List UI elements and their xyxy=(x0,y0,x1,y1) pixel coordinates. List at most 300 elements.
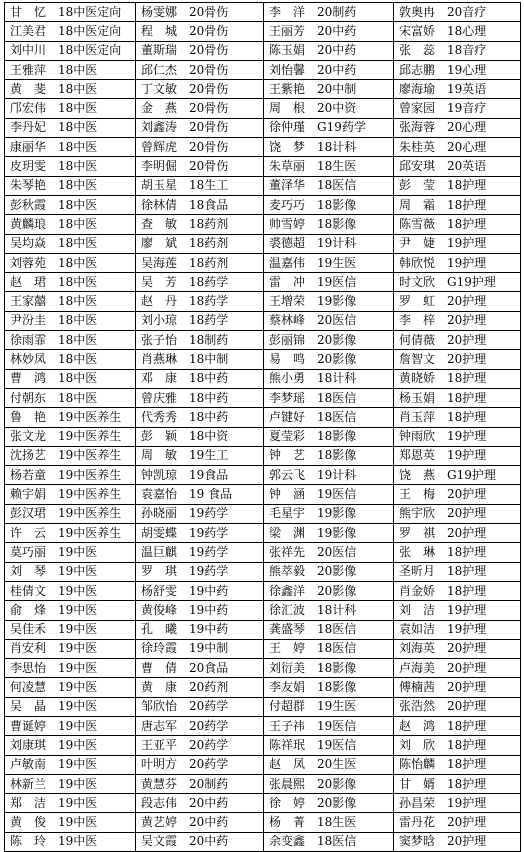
class-label: 19中医养生 xyxy=(58,467,122,482)
student-name: 雷 冲 xyxy=(269,274,306,289)
class-label: 18护理 xyxy=(447,583,487,598)
student-name: 李明倔 xyxy=(141,159,178,174)
class-label: 20中药 xyxy=(317,62,357,77)
roster-cell xyxy=(136,678,264,697)
class-label: 19中医 xyxy=(58,583,98,598)
class-label: 18中医 xyxy=(58,351,98,366)
roster-cell xyxy=(136,794,264,813)
class-label: 20药学 xyxy=(189,737,229,752)
student-name: 段志伟 xyxy=(141,795,178,810)
class-label: 18护理 xyxy=(447,564,487,579)
student-name: 黄俊峰 xyxy=(141,602,178,617)
student-name: 黄艺婷 xyxy=(141,815,178,830)
roster-cell xyxy=(394,388,521,407)
roster-cell xyxy=(5,369,136,388)
roster-cell xyxy=(136,195,264,214)
roster-cell xyxy=(5,716,136,735)
roster-cell xyxy=(394,736,521,755)
student-name: 陈祥珉 xyxy=(269,737,306,752)
student-name: 曹诞婷 xyxy=(10,718,47,733)
student-name: 王 梅 xyxy=(399,487,436,502)
roster-cell xyxy=(136,427,264,446)
roster-cell xyxy=(264,234,394,253)
table-row xyxy=(5,80,521,99)
roster-cell xyxy=(136,543,264,562)
roster-cell xyxy=(264,620,394,639)
student-name: 丁文敏 xyxy=(141,81,178,96)
student-name: 吴海莲 xyxy=(141,255,178,270)
roster-cell xyxy=(394,22,521,41)
class-label: 20护理 xyxy=(447,506,487,521)
class-label: 19中医 xyxy=(58,795,98,810)
class-label: 20骨伤 xyxy=(189,62,229,77)
class-label: 20骨伤 xyxy=(189,81,229,96)
roster-cell xyxy=(394,350,521,369)
class-label: 18中医 xyxy=(58,294,98,309)
student-name: 肖金娇 xyxy=(399,583,436,598)
student-name: 赵 丹 xyxy=(141,294,178,309)
class-label: 18影像 xyxy=(317,660,357,675)
roster-cell xyxy=(136,562,264,581)
student-name: 帅雪婷 xyxy=(269,216,306,231)
class-label: 18影像 xyxy=(317,429,357,444)
student-name: 张 琳 xyxy=(399,544,436,559)
student-name: 钟凯琼 xyxy=(141,467,178,482)
class-label: 18中医 xyxy=(58,332,98,347)
roster-cell xyxy=(264,697,394,716)
roster-cell xyxy=(136,369,264,388)
student-name: 周 敏 xyxy=(141,448,178,463)
student-name: 代秀秀 xyxy=(141,409,178,424)
student-name: 温嘉伟 xyxy=(269,255,306,270)
student-name: 赵 珺 xyxy=(10,274,47,289)
class-label: 19中医 xyxy=(58,564,98,579)
student-name: 彭汉珺 xyxy=(10,506,47,521)
table-row xyxy=(5,22,521,41)
student-name: 肖安利 xyxy=(10,641,47,656)
class-label: 20中药 xyxy=(189,795,229,810)
roster-cell xyxy=(394,620,521,639)
student-name: 卢海美 xyxy=(399,660,436,675)
class-label: 19医信 xyxy=(317,274,357,289)
roster-cell xyxy=(264,485,394,504)
class-label: 19中医养生 xyxy=(58,429,122,444)
student-name: 孙昌荣 xyxy=(399,795,436,810)
roster-cell xyxy=(5,601,136,620)
roster-cell xyxy=(394,292,521,311)
student-name: 皮玥雯 xyxy=(10,159,47,174)
roster-cell xyxy=(5,41,136,60)
table-row xyxy=(5,331,521,350)
roster-cell xyxy=(136,138,264,157)
class-label: 18中资 xyxy=(189,429,229,444)
student-name: 李丹妃 xyxy=(10,120,47,135)
class-label: 20骨伤 xyxy=(189,159,229,174)
class-label: 20生医 xyxy=(317,757,357,772)
student-name: 俞 烽 xyxy=(10,602,47,617)
roster-cell xyxy=(5,755,136,774)
roster-cell xyxy=(264,659,394,678)
student-name: 麦巧巧 xyxy=(269,197,306,212)
roster-cell xyxy=(136,504,264,523)
table-row xyxy=(5,755,521,774)
roster-cell xyxy=(394,80,521,99)
student-name: 许 云 xyxy=(10,525,47,540)
roster-cell xyxy=(136,80,264,99)
roster-cell xyxy=(394,408,521,427)
table-row xyxy=(5,659,521,678)
roster-cell xyxy=(264,794,394,813)
student-name: 陈玉娟 xyxy=(269,43,306,58)
student-name: 张 蕊 xyxy=(399,43,436,58)
student-name: 曾家园 xyxy=(399,101,436,116)
student-name: 圣昕月 xyxy=(399,564,436,579)
student-name: 窦梦晗 xyxy=(399,834,436,849)
student-name: 康丽华 xyxy=(10,139,47,154)
student-name: 饶 梦 xyxy=(269,139,306,154)
student-name: 尹汾圭 xyxy=(10,313,47,328)
roster-cell xyxy=(264,774,394,793)
class-label: 20药剂 xyxy=(189,680,229,695)
table-row xyxy=(5,504,521,523)
student-name: 熊宇欣 xyxy=(399,506,436,521)
table-row xyxy=(5,697,521,716)
student-name: 袁如洁 xyxy=(399,622,436,637)
class-label: 19药学 xyxy=(189,544,229,559)
roster-cell xyxy=(5,659,136,678)
roster-cell xyxy=(136,659,264,678)
student-name: 蔡林峰 xyxy=(269,313,306,328)
student-name: 付朝东 xyxy=(10,390,47,405)
roster-cell xyxy=(136,234,264,253)
roster-cell xyxy=(264,195,394,214)
roster-cell xyxy=(264,311,394,330)
class-label: 19生工 xyxy=(189,448,229,463)
class-label: 18护理 xyxy=(447,737,487,752)
roster-cell xyxy=(136,813,264,832)
class-label: 20护理 xyxy=(447,332,487,347)
roster-cell xyxy=(394,794,521,813)
roster-cell xyxy=(394,234,521,253)
class-label: 19护理 xyxy=(447,448,487,463)
class-label: 18计科 xyxy=(317,602,357,617)
class-label: 18中医 xyxy=(58,236,98,251)
student-name: 沈扬艺 xyxy=(10,448,47,463)
class-label: 18中医 xyxy=(58,159,98,174)
class-label: 20影像 xyxy=(317,776,357,791)
class-label: 19中药 xyxy=(189,602,229,617)
class-label: 18药剂 xyxy=(189,255,229,270)
class-label: 20音疗 xyxy=(447,4,487,19)
student-name: 何倩薇 xyxy=(399,332,436,347)
student-name: 吴均焱 xyxy=(10,236,47,251)
class-label: 19中制 xyxy=(189,641,229,656)
roster-cell xyxy=(264,408,394,427)
roster-cell xyxy=(136,60,264,79)
roster-cell xyxy=(136,485,264,504)
student-name: 王 婷 xyxy=(269,641,306,656)
student-name: 朱桂英 xyxy=(399,139,436,154)
roster-cell xyxy=(136,253,264,272)
class-label: 18护理 xyxy=(447,718,487,733)
student-name: 甘 忆 xyxy=(10,4,47,19)
roster-cell xyxy=(5,195,136,214)
class-label: 19中医 xyxy=(58,680,98,695)
student-name: 黄晓娇 xyxy=(399,371,436,386)
class-label: 18护理 xyxy=(447,776,487,791)
student-name: 刘海英 xyxy=(399,641,436,656)
table-row xyxy=(5,581,521,600)
student-name: 宋富娇 xyxy=(399,23,436,38)
table-row xyxy=(5,427,521,446)
class-label: 18中医 xyxy=(58,101,98,116)
roster-cell xyxy=(136,22,264,41)
class-label: 18中医 xyxy=(58,139,98,154)
student-name: 赵 凤 xyxy=(269,757,306,772)
class-label: 19中医养生 xyxy=(58,448,122,463)
student-name: 李梦瑶 xyxy=(269,390,306,405)
roster-cell xyxy=(264,60,394,79)
class-label: G19护理 xyxy=(447,274,496,289)
student-name: 徐 婷 xyxy=(269,795,306,810)
class-label: 20护理 xyxy=(447,525,487,540)
roster-cell xyxy=(394,215,521,234)
student-name: 黄 康 xyxy=(141,680,178,695)
student-name: 徐玲霞 xyxy=(141,641,178,656)
roster-cell xyxy=(264,543,394,562)
table-row xyxy=(5,138,521,157)
class-label: 19中医 xyxy=(58,737,98,752)
roster-cell xyxy=(136,350,264,369)
roster-cell xyxy=(5,176,136,195)
roster-cell xyxy=(264,331,394,350)
roster-cell xyxy=(264,466,394,485)
table-row xyxy=(5,716,521,735)
table-row xyxy=(5,446,521,465)
class-label: 18中医 xyxy=(58,216,98,231)
student-name: 尹 婕 xyxy=(399,236,436,251)
table-row xyxy=(5,524,521,543)
roster-cell xyxy=(394,3,521,22)
class-label: 19医信 xyxy=(317,737,357,752)
roster-cell xyxy=(394,176,521,195)
student-name: 李友娟 xyxy=(269,680,306,695)
roster-cell xyxy=(394,311,521,330)
class-label: 18中医定向 xyxy=(58,43,122,58)
student-name: 王家囍 xyxy=(10,294,47,309)
class-label: 19中医 xyxy=(58,834,98,849)
class-label: 18影像 xyxy=(317,680,357,695)
class-label: 20中药 xyxy=(189,834,229,849)
class-label: 18医信 xyxy=(317,409,357,424)
class-label: 19英语 xyxy=(447,81,487,96)
student-name: 钟 涵 xyxy=(269,487,306,502)
roster-cell xyxy=(264,427,394,446)
student-name: 刘 欣 xyxy=(399,737,436,752)
student-name: 邱仁杰 xyxy=(141,62,178,77)
student-name: 徐雨霏 xyxy=(10,332,47,347)
class-label: 20制药 xyxy=(317,4,357,19)
student-name: 王亚平 xyxy=(141,737,178,752)
roster-cell xyxy=(5,273,136,292)
roster-cell xyxy=(394,118,521,137)
roster-body xyxy=(5,3,521,852)
student-name: 曾庆雅 xyxy=(141,390,178,405)
student-name: 黄 斐 xyxy=(10,81,47,96)
roster-cell xyxy=(394,99,521,118)
class-label: 18药学 xyxy=(189,313,229,328)
roster-cell xyxy=(394,581,521,600)
student-name: 邱安琪 xyxy=(399,159,436,174)
roster-cell xyxy=(5,524,136,543)
roster-cell xyxy=(264,716,394,735)
roster-cell xyxy=(394,601,521,620)
roster-cell xyxy=(5,504,136,523)
roster-cell xyxy=(136,466,264,485)
student-name: 吴佳禾 xyxy=(10,622,47,637)
class-label: 19护理 xyxy=(447,622,487,637)
roster-cell xyxy=(136,3,264,22)
student-name: 温巨麒 xyxy=(141,544,178,559)
student-name: 刘衍美 xyxy=(269,660,306,675)
roster-cell xyxy=(5,292,136,311)
student-name: 刘小琼 xyxy=(141,313,178,328)
class-label: 18医信 xyxy=(317,622,357,637)
roster-cell xyxy=(136,524,264,543)
table-row xyxy=(5,774,521,793)
student-name: 卢敏南 xyxy=(10,757,47,772)
student-name: 曹 倩 xyxy=(141,660,178,675)
roster-cell xyxy=(394,60,521,79)
table-row xyxy=(5,273,521,292)
student-name: 甘 婿 xyxy=(399,776,436,791)
student-name: 张文龙 xyxy=(10,429,47,444)
roster-cell xyxy=(394,716,521,735)
roster-cell xyxy=(394,639,521,658)
roster-cell xyxy=(5,774,136,793)
class-label: 19中医 xyxy=(58,718,98,733)
roster-cell xyxy=(394,562,521,581)
roster-cell xyxy=(5,466,136,485)
roster-cell xyxy=(5,427,136,446)
student-name: 唐志军 xyxy=(141,718,178,733)
roster-cell xyxy=(5,234,136,253)
roster-cell xyxy=(136,736,264,755)
roster-cell xyxy=(394,504,521,523)
table-row xyxy=(5,601,521,620)
table-row xyxy=(5,253,521,272)
roster-cell xyxy=(136,176,264,195)
class-label: 20医信 xyxy=(317,313,357,328)
student-name: 梁 渊 xyxy=(269,525,306,540)
roster-cell xyxy=(264,118,394,137)
roster-cell xyxy=(264,41,394,60)
roster-cell xyxy=(394,755,521,774)
class-label: 20药学 xyxy=(189,718,229,733)
class-label: 18生医 xyxy=(317,815,357,830)
roster-cell xyxy=(394,466,521,485)
table-row xyxy=(5,311,521,330)
roster-cell xyxy=(5,736,136,755)
student-name: 赵 鸿 xyxy=(399,718,436,733)
class-label: 18生工 xyxy=(189,178,229,193)
class-label: 19中医养生 xyxy=(58,409,122,424)
student-name: 刘康琪 xyxy=(10,737,47,752)
student-name: 周 霜 xyxy=(399,197,436,212)
roster-cell xyxy=(264,215,394,234)
class-label: 19心理 xyxy=(447,62,487,77)
table-row xyxy=(5,41,521,60)
student-name: 彭 莹 xyxy=(399,178,436,193)
class-label: 19中医 xyxy=(58,776,98,791)
student-name: 林妙凤 xyxy=(10,351,47,366)
student-name: 董斯瑞 xyxy=(141,43,178,58)
student-name: 徐汇波 xyxy=(269,602,306,617)
student-name: 周 根 xyxy=(269,101,306,116)
class-label: 18中医定向 xyxy=(58,4,122,19)
roster-cell xyxy=(264,388,394,407)
class-label: 18医信 xyxy=(317,834,357,849)
class-label: 20中药 xyxy=(189,815,229,830)
class-label: 18食品 xyxy=(189,197,229,212)
roster-cell xyxy=(264,273,394,292)
roster-cell xyxy=(136,292,264,311)
class-label: 18音疗 xyxy=(447,43,487,58)
roster-cell xyxy=(394,427,521,446)
student-name: 彭丽锦 xyxy=(269,332,306,347)
student-name: 吴 晶 xyxy=(10,699,47,714)
class-label: 20骨伤 xyxy=(189,4,229,19)
student-name: 雷丹花 xyxy=(399,815,436,830)
student-name: 裘德超 xyxy=(269,236,306,251)
roster-cell xyxy=(394,331,521,350)
table-row xyxy=(5,408,521,427)
student-name: 王紫艳 xyxy=(269,81,306,96)
student-name: 袁嘉怡 xyxy=(141,487,178,502)
student-name: 叶明方 xyxy=(141,757,178,772)
roster-cell xyxy=(5,331,136,350)
roster-cell xyxy=(5,794,136,813)
class-label: 19中医养生 xyxy=(58,525,122,540)
student-name: 朱琴艳 xyxy=(10,178,47,193)
roster-cell xyxy=(394,659,521,678)
class-label: 20影像 xyxy=(317,795,357,810)
table-row xyxy=(5,466,521,485)
class-label: 18护理 xyxy=(447,216,487,231)
roster-cell xyxy=(5,639,136,658)
class-label: 18心理 xyxy=(447,23,487,38)
class-label: 19医信 xyxy=(317,718,357,733)
student-name: 孔 曦 xyxy=(141,622,178,637)
student-name: 邝宏伟 xyxy=(10,101,47,116)
student-name: 鲁 艳 xyxy=(10,409,47,424)
student-name: 赖宇娟 xyxy=(10,487,47,502)
student-name: 王丽芳 xyxy=(269,23,306,38)
roster-cell xyxy=(136,716,264,735)
class-label: 20影像 xyxy=(317,564,357,579)
student-name: 郭云飞 xyxy=(269,467,306,482)
student-name: 罗 虹 xyxy=(399,294,436,309)
student-name: 詹智文 xyxy=(399,351,436,366)
roster-cell xyxy=(136,697,264,716)
class-label: 18药剂 xyxy=(189,216,229,231)
student-name: 刘 琴 xyxy=(10,564,47,579)
roster-cell xyxy=(136,331,264,350)
roster-cell xyxy=(394,774,521,793)
student-name: 肖玉萍 xyxy=(399,409,436,424)
class-label: 19生医 xyxy=(317,699,357,714)
roster-cell xyxy=(136,118,264,137)
